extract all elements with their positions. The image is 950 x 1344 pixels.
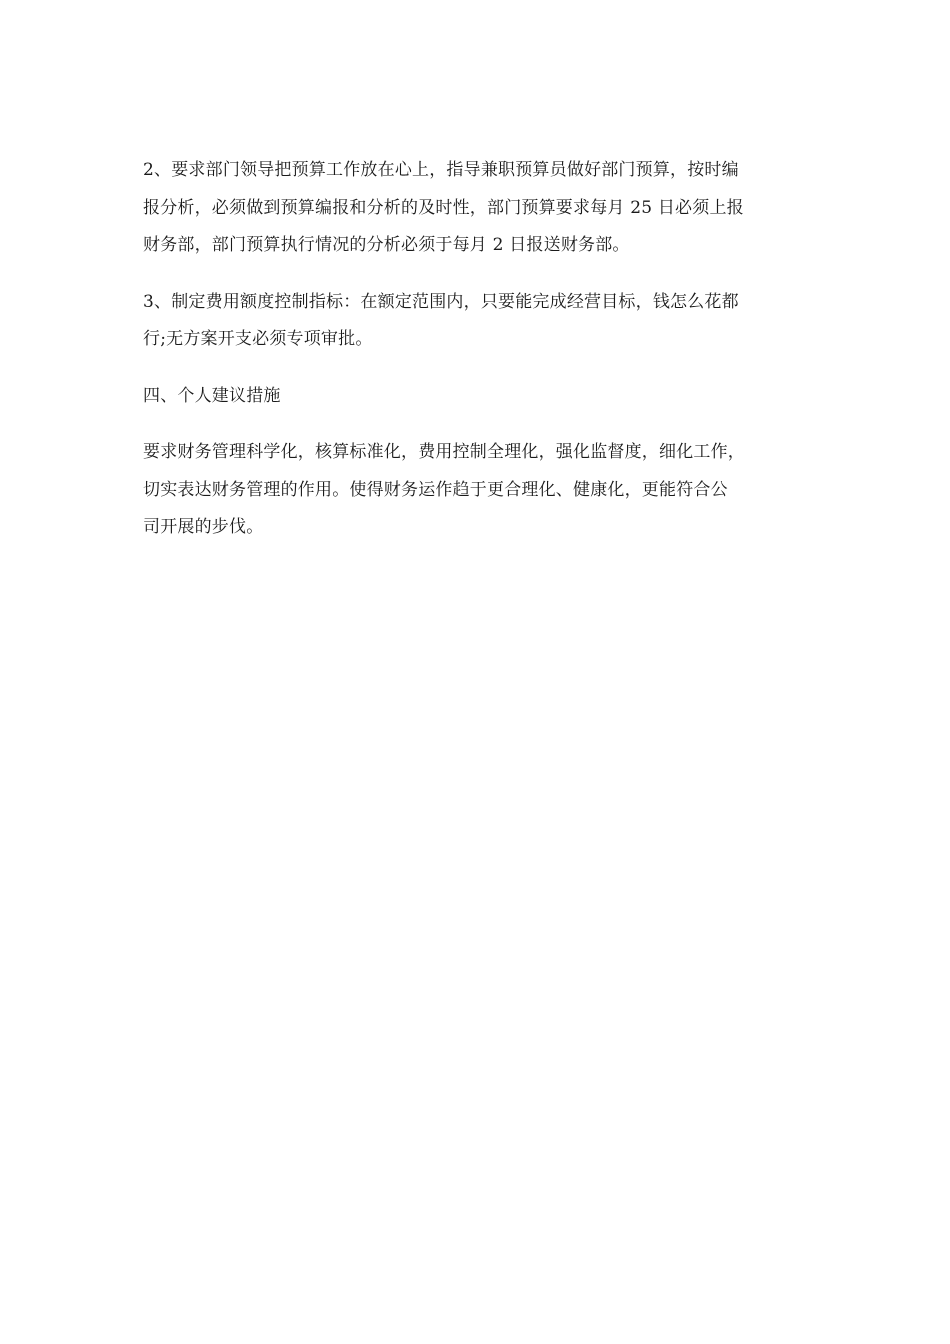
text-line: 行;无方案开支必须专项审批。 (143, 329, 373, 349)
text-line: 2、要求部门领导把预算工作放在心上，指导兼职预算员做好部门预算，按时编 (143, 160, 739, 180)
section-heading-text: 四、个人建议措施 (143, 385, 281, 406)
text-line: 要求财务管理科学化，核算标准化，费用控制全理化，强化监督度，细化工作， (143, 442, 745, 462)
document-body (143, 152, 810, 547)
text-line: 司开展的步伐。 (143, 517, 264, 537)
paragraph-expense-control (143, 284, 810, 359)
paragraph-financial-management (143, 434, 810, 547)
text-line: 切实表达财务管理的作用。使得财务运作趋于更合理化、健康化，更能符合公 (143, 479, 728, 500)
text-line: 报分析，必须做到预算编报和分析的及时性，部门预算要求每月 25 日必须上报 (143, 197, 744, 218)
text-line: 3、制定费用额度控制指标：在额定范围内，只要能完成经营目标，钱怎么花都 (143, 291, 739, 312)
section-heading-personal-suggestions (143, 378, 810, 416)
paragraph-budget-reporting (143, 152, 810, 265)
text-line: 财务部，部门预算执行情况的分析必须于每月 2 日报送财务部。 (143, 235, 630, 255)
